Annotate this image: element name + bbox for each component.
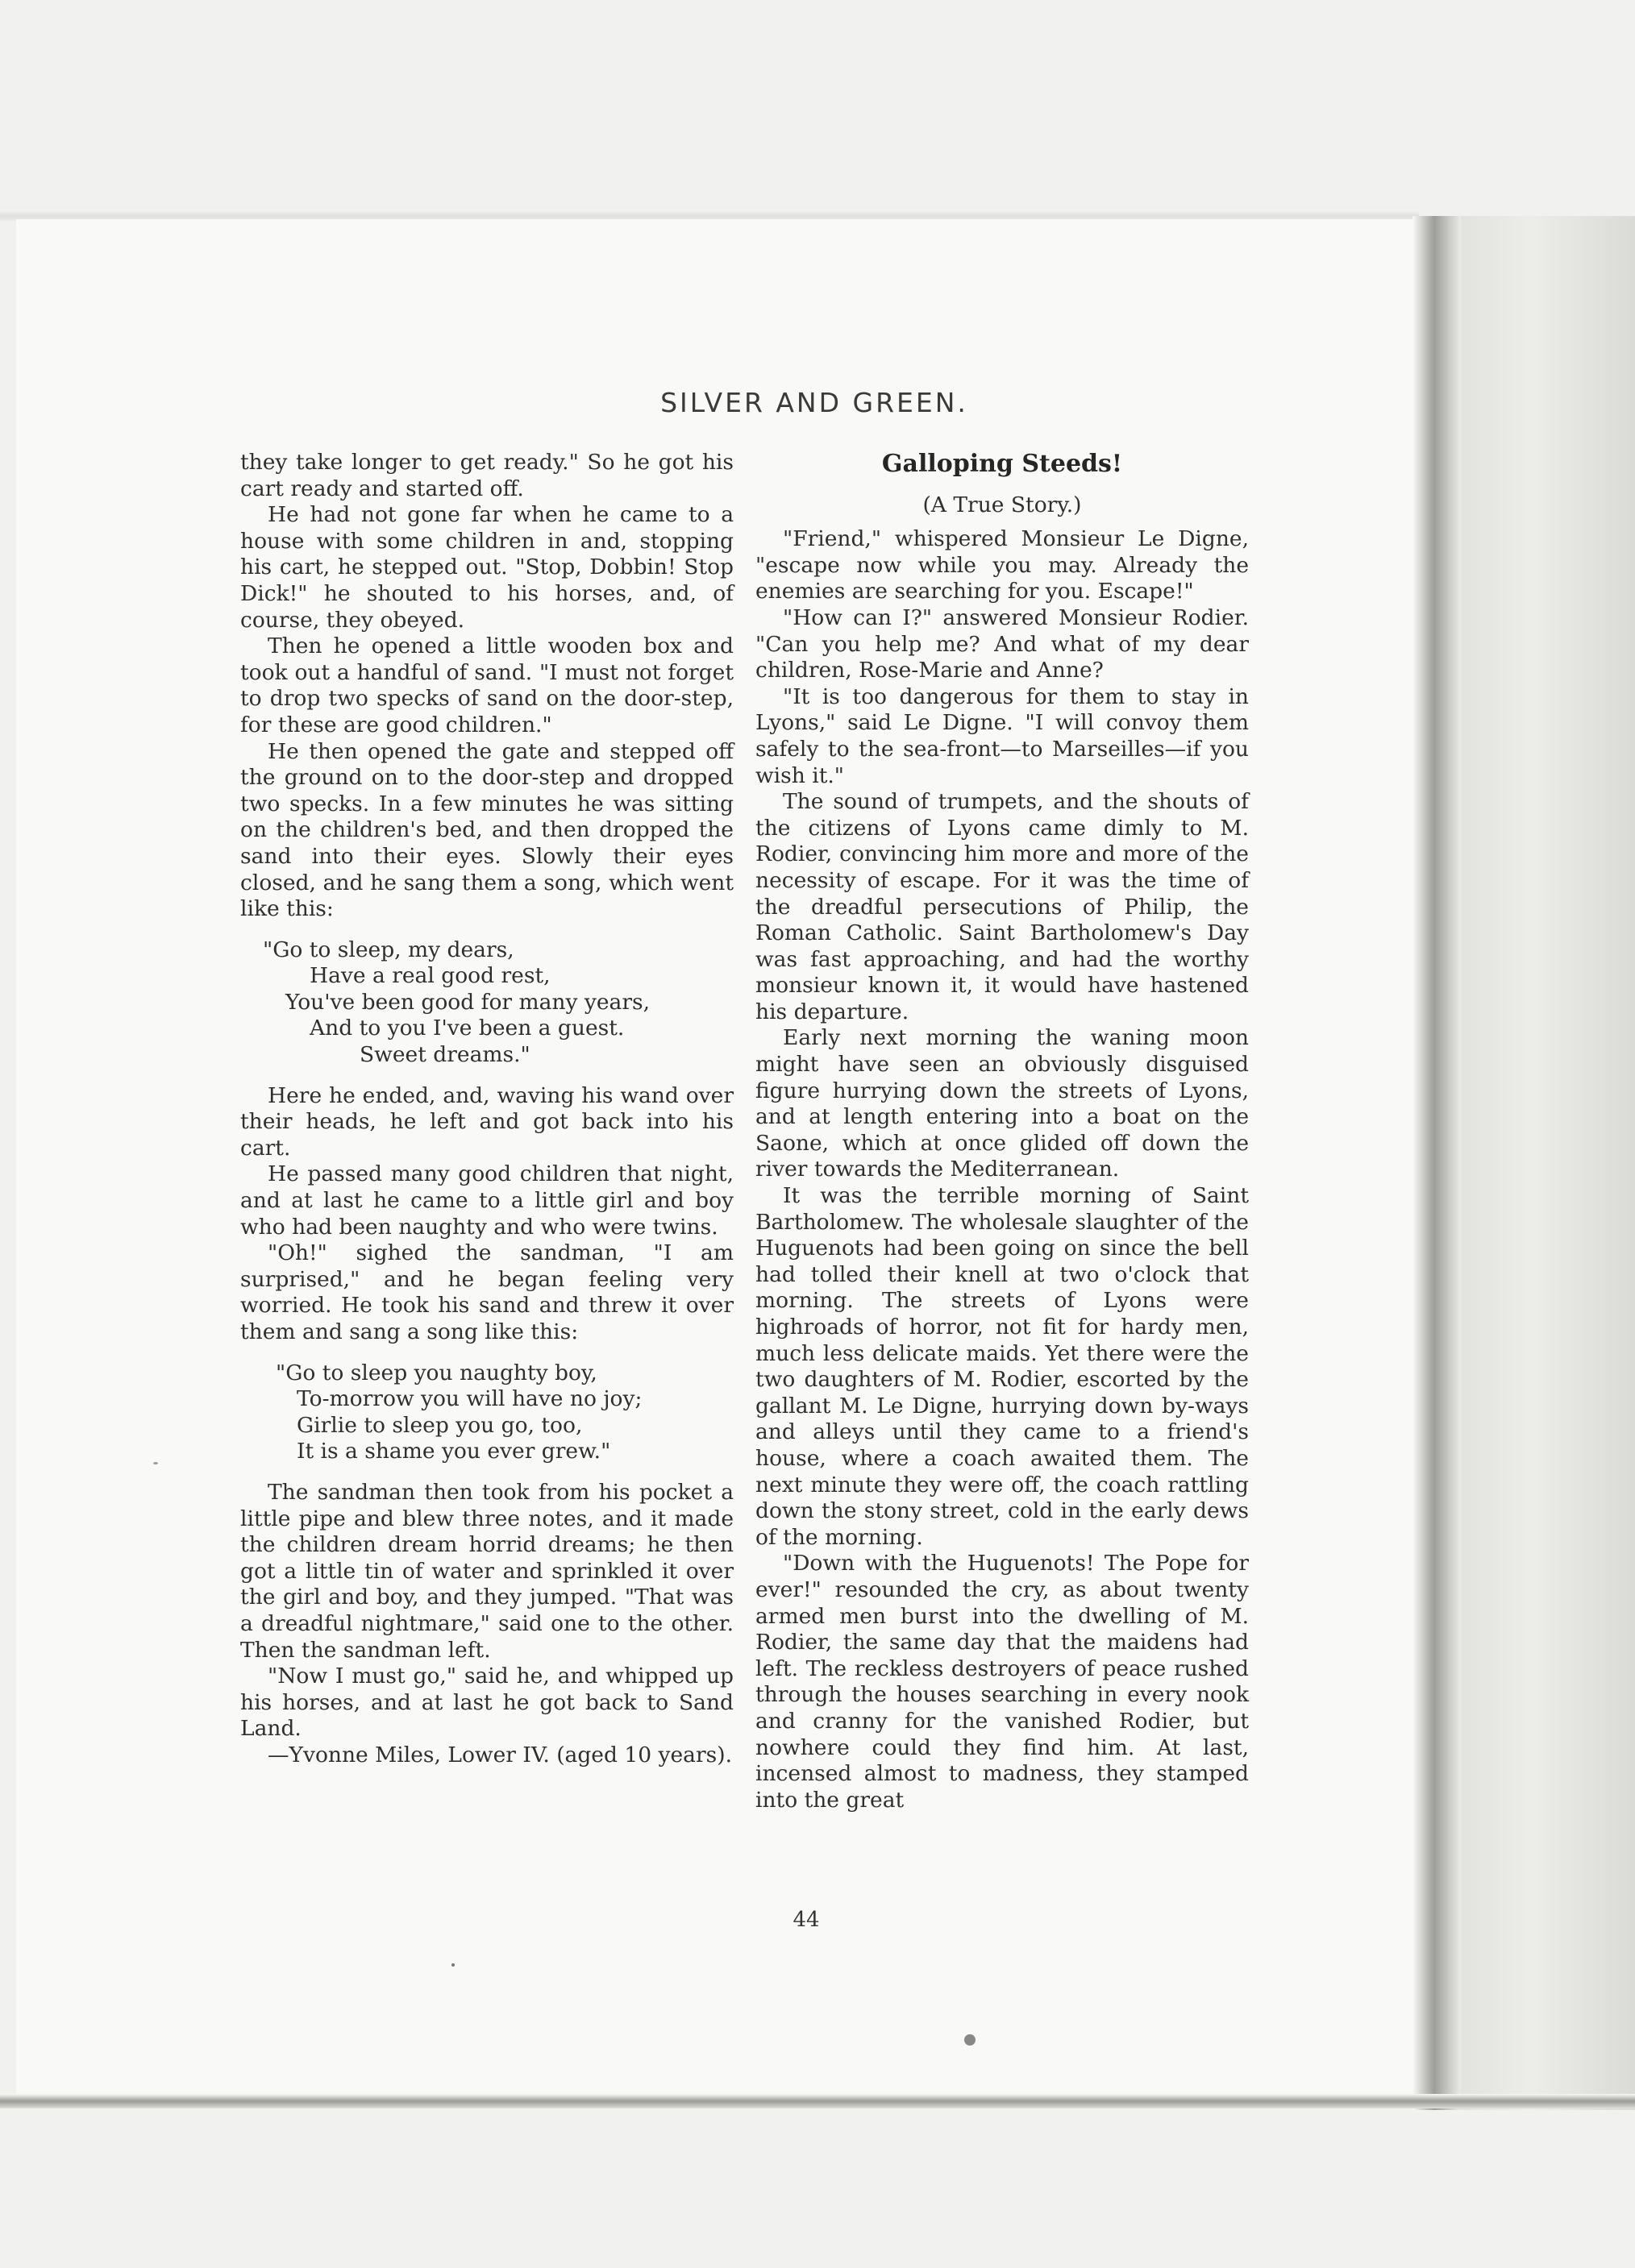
adjacent-page-edge [1461,216,1635,2110]
scan-speck [964,2034,976,2046]
scan-speck [451,1963,455,1967]
right-column [755,450,1249,1813]
running-head: SILVER AND GREEN. [660,387,968,418]
article-subtitle: (A True Story.) [922,492,1082,517]
paragraph: Early next morning the waning moon might have seen an obviously disguised figure hurrying down the streets of Lyons, and at length entering into a boat on the Saone, which at once glided off down the river towards the Mediterranean. [755,1025,1249,1182]
article-title: Galloping Steeds! [881,450,1123,478]
paragraph: He had not gone far when he came to a house with some children in and, stopping his cart, he stepped out. "Stop, Dobbin! Stop Dick!" he shouted to his horses, and, of course, they obeyed. [240,502,734,633]
paragraph: "How can I?" answered Monsieur Rodier. "Can you help me? And what of my dear children, Rose-Marie and Anne? [755,604,1249,683]
poem-line: And to you I've been a guest. [310,1016,625,1041]
poem-naughty [240,1360,734,1465]
page-number: 44 [793,1908,820,1932]
scan-speck [153,1462,158,1464]
poem-line: Have a real good rest, [310,963,551,989]
poem-line: It is a shame you ever grew." [297,1439,611,1464]
author-signature: —Yvonne Miles, Lower IV. (aged 10 years). [268,1742,732,1767]
binding-shadow [1412,216,1461,2110]
paragraph: The sandman then took from his pocket a little pipe and blew three notes, and it made the children dream horrid dreams; he then got a little tin of water and sprinkled it over the girl and boy, and they jumped. "That was a dreadful nightmare," said one to the other. Then the sandman left. [240,1479,734,1663]
paragraph: It was the terrible morning of Saint Bartholomew. The wholesale slaughter of the Huguenots had been going on since the bell had tolled their knell at two o'clock that morning. The streets of Lyons were highroads of horror, not fit for hardy men, much less delicate maids. Yet there were the two daughters of M. Rodier, escorted by the gallant M. Le Digne, hurrying down by-ways and alleys until they came to a friend's house, where a coach awaited them. The next minute they were off, the coach rattling down the stony street, cold in the early dews of the morning. [755,1183,1249,1550]
poem-line: You've been good for many years, [285,989,651,1015]
paragraph: Then he opened a little wooden box and took out a handful of sand. "I must not forget to drop two specks of sand on the door-step, for these are good children." [240,633,734,737]
poem-line: "Go to sleep you naughty boy, [276,1360,597,1385]
paragraph: "Down with the Huguenots! The Pope for ever!" resounded the cry, as about twenty armed men burst into the dwelling of M. Rodier, the same day that the maidens had left. The reckless destroyers of peace rushed through the houses searching in every nook and cranny for the vanished Rodier, but nowhere could they find him. At last, incensed almost to madness, they stamped into the great [755,1551,1249,1813]
paragraph: "Friend," whispered Monsieur Le Digne, "escape now while you may. Already the enemies are searching for you. Escape!" [755,526,1249,604]
poem-line: "Go to sleep, my dears, [263,937,514,962]
paragraph: "Now I must go," said he, and whipped up his horses, and at last he got back to Sand Land. [240,1664,734,1742]
left-column [240,450,734,1769]
paragraph: He passed many good children that night, and at last he came to a little girl and boy who had been naughty and who were twins. [240,1161,734,1240]
paragraph: "It is too dangerous for them to stay in Lyons," said Le Digne. "I will convoy them safely to the sea-front—to Marseilles—if you wish it." [755,683,1249,788]
paragraph: they take longer to get ready." So he got his cart ready and started off. [240,450,734,501]
poem-line: To-morrow you will have no joy; [297,1386,643,1412]
paragraph: The sound of trumpets, and the shouts of the citizens of Lyons came dimly to M. Rodier, convincing him more and more of the necessity of escape. For it was the time of the dreadful persecutions of Philip, the Roman Catholic. Saint Bartholomew's Day was fast approaching, and had the worthy monsieur known it, it would have hastened his departure. [755,789,1249,1024]
paragraph: Here he ended, and, waving his wand over their heads, he left and got back into his cart. [240,1082,734,1161]
paragraph: "Oh!" sighed the sandman, "I am surprised," and he began feeling very worried. He took his sand and threw it over them and sang a song like this: [240,1240,734,1344]
paragraph: He then opened the gate and stepped off the ground on to the door-step and dropped two specks. In a few minutes he was sitting on the children's bed, and then dropped the sand into their eyes. Slowly their eyes closed, and he sang them a song, which went like this: [240,738,734,922]
poem-lullaby [240,937,734,1069]
scan-bottom-edge [0,2094,1635,2108]
poem-line: Girlie to sleep you go, too, [297,1412,583,1438]
poem-line: Sweet dreams." [360,1042,530,1068]
